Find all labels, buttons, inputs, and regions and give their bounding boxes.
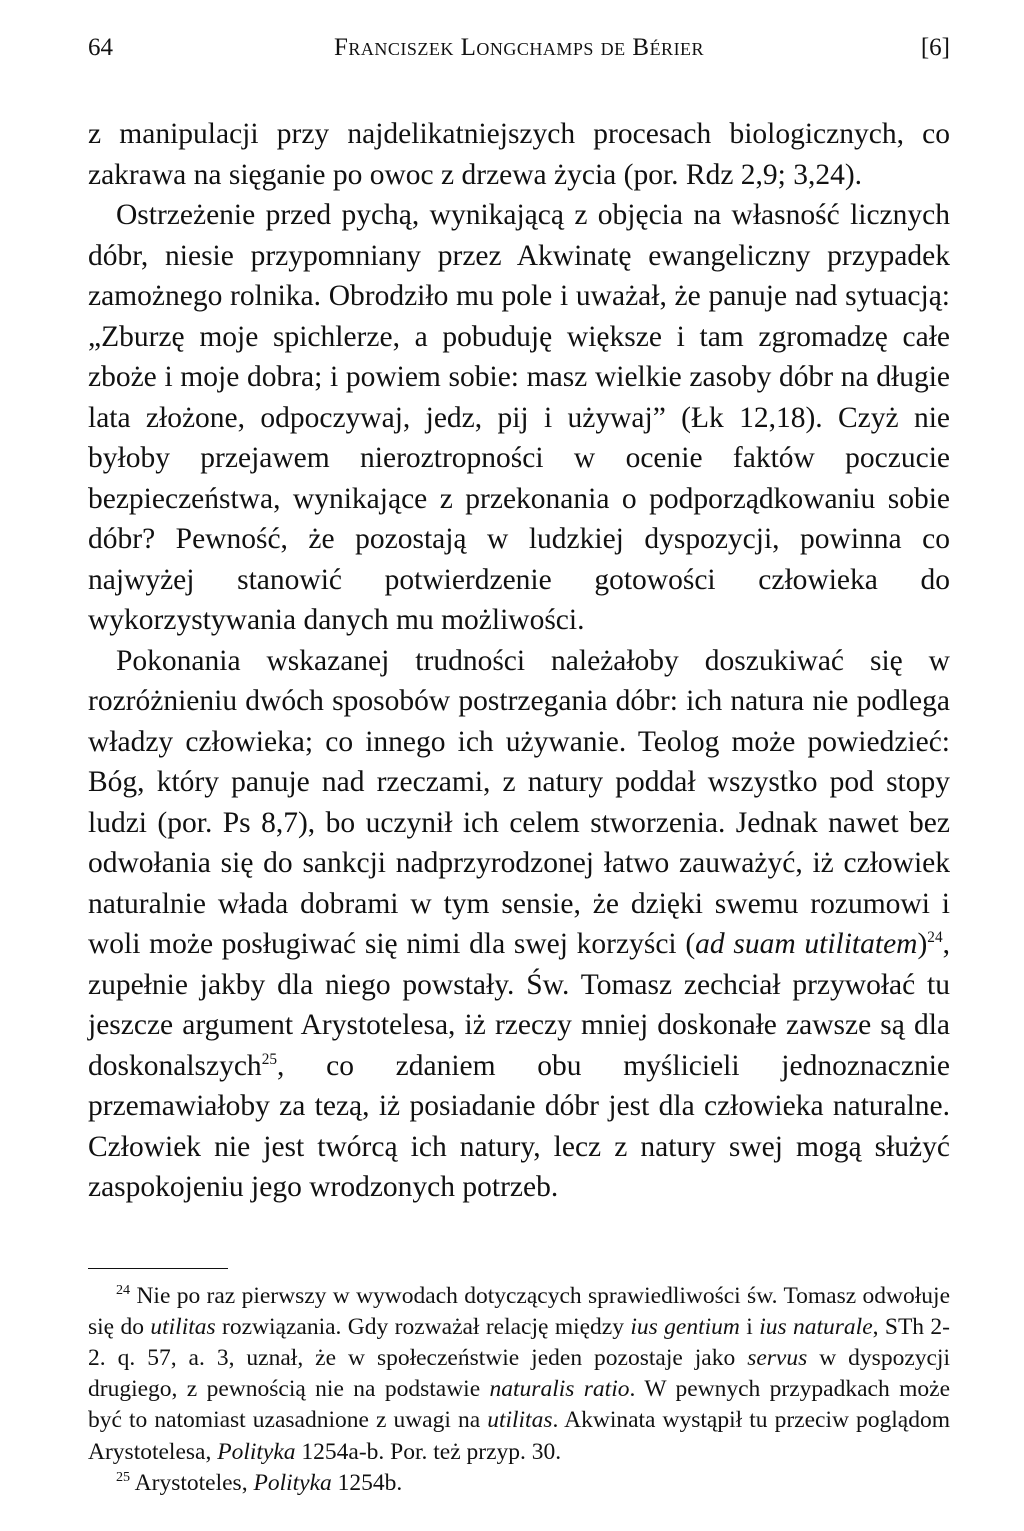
latin-term: ius naturale — [759, 1313, 873, 1340]
latin-phrase: ad suam utilitatem — [695, 928, 918, 960]
footnote-text: . W pewnych przypadkach może być to natomiast uzasadnione z uwagi na — [88, 1376, 950, 1434]
latin-term: servus — [747, 1344, 808, 1371]
paragraph-text: ) — [917, 928, 928, 960]
paragraph-text: , zupełnie jakby dla niego powstały. Św. Tomasz zechciał przywołać tu jeszcze argument Arystotelesa, iż rzeczy mniej doskonałe zawsze są dla doskonalszych — [88, 928, 950, 1082]
footnote-text: , STh 2-2. q. 57, a. 3, uznał, że w społeczeństwie jeden pozostaje jako — [88, 1313, 951, 1371]
page-number: 64 — [88, 34, 113, 61]
paragraph-two-ways — [88, 641, 950, 1208]
paragraph-continued — [88, 114, 950, 195]
footnote-ref-25[interactable]: 25 — [261, 1050, 278, 1068]
latin-term: utilitas — [150, 1313, 216, 1340]
paragraph-text: z manipulacji przy najdelikatniejszych procesach biologicznych, co zakrawa na sięganie po owoc z drzewa życia (por. Rdz 2,9; 3,24). — [88, 118, 950, 191]
latin-term: utilitas — [487, 1407, 553, 1434]
latin-term: ius gentium — [630, 1313, 740, 1340]
main-text — [88, 114, 950, 1208]
paragraph-text: Ostrzeżenie przed pychą, wynikającą z objęcia na własność licznych dóbr, niesie przypomniany przez Akwinatę ewangeliczny przypadek zamożnego rolnika. Obrodziło mu pole i uważał, że panuje nad sytuacją: „Zburzę moje spichlerze, a pobuduję większe i tam zgromadzę całe zboże i moje dobra; i powiem sobie: masz wielkie zasoby dóbr na długie lata złożone, odpoczywaj, jedz, pij i używaj” (Łk 12,18). Czyż nie byłoby przejawem nieroztropności w ocenie faktów poczucie bezpieczeństwa, wynikające z przekonania o podporządkowaniu sobie dóbr? Pewność, że pozostają w ludzkiej dyspozycji, powinna co najwyżej stanowić potwierdzenie gotowości człowieka do wykorzystywania danych mu możliwości. — [88, 199, 950, 636]
latin-term: naturalis ratio — [489, 1376, 630, 1403]
footnote-text: . Akwinata wystąpił tu przeciw poglądom Arystotelesa, — [88, 1407, 950, 1465]
footnote-text: w dyspozycji drugiego, z pewnością nie na podstawie — [88, 1344, 950, 1403]
book-title: Polityka — [217, 1438, 296, 1465]
footnote-separator — [88, 1268, 228, 1269]
footnote-text: Arystoteles, — [130, 1469, 254, 1496]
footnote-text: i — [739, 1313, 760, 1340]
paragraph-pride-warning — [88, 195, 950, 641]
running-title: Franciszek Longchamps de Bérier — [333, 34, 705, 61]
footnote-number: 25 — [116, 1468, 131, 1485]
section-marker: [6] — [920, 34, 950, 61]
footnote-ref-24[interactable]: 24 — [927, 929, 943, 947]
book-title: Polityka — [253, 1469, 332, 1496]
paragraph-text: Pokonania wskazanej trudności należałoby doszukiwać się w rozróżnieniu dwóch sposobów postrzegania dóbr: ich natura nie podlega władzy człowieka; co innego ich używanie. Teolog może powiedzieć: Bóg, który panuje nad rzeczami, z natury poddał wszystko pod stopy ludzi (por. Ps 8,7), bo uczynił ich celem stworzenia. Jednak nawet bez odwołania się do sankcji nadprzyrodzonej łatwo zauważyć, iż człowiek naturalnie włada dobrami w tym sensie, że dzięki swemu rozumowi i woli może posługiwać się nimi dla swej korzyści ( — [88, 644, 950, 960]
footnote-text: 1254a-b. Por. też przyp. 30. — [295, 1438, 562, 1465]
footnote-text: rozwiązania. Gdy rozważał relację między — [215, 1313, 631, 1340]
footnote-25 — [88, 1468, 950, 1499]
footnote-24 — [88, 1281, 950, 1468]
footnote-number: 24 — [116, 1281, 131, 1298]
book-page — [88, 28, 950, 1499]
running-header — [88, 28, 950, 68]
footnote-text: 1254b. — [331, 1469, 403, 1496]
paragraph-text: , co zdaniem obu myślicieli jednoznacznie przemawiałoby za tezą, iż posiadanie dóbr jest dla człowieka naturalne. Człowiek nie jest twórcą ich natury, lecz z natury swej mogą służyć zaspokojeniu jego wrodzonych potrzeb. — [88, 1049, 950, 1203]
footnotes — [88, 1281, 950, 1499]
footnote-text: Nie po raz pierwszy w wywodach dotyczących sprawiedliwości św. Tomasz odwołuje się do — [88, 1282, 950, 1340]
